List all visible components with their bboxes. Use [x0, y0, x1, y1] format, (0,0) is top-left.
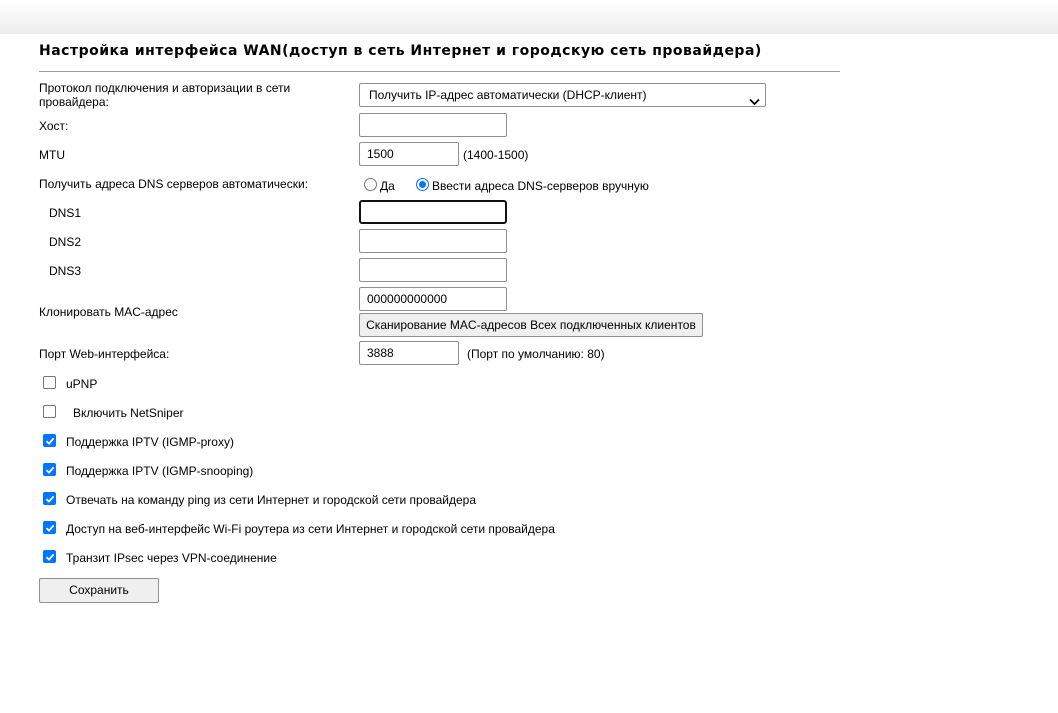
mtu-input[interactable]: 1500: [359, 142, 459, 166]
checkmark-icon: [45, 523, 55, 533]
checkmark-icon: [45, 494, 55, 504]
dns3-input[interactable]: [359, 258, 507, 282]
mac-input[interactable]: 000000000000: [359, 287, 507, 311]
dns-auto-yes-label: Да: [380, 179, 395, 193]
web-access-wan-checkbox[interactable]: [43, 521, 56, 534]
ping-reply-label: Отвечать на команду ping из сети Интернет и городской сети провайдера: [66, 493, 477, 507]
page-title: Настройка интерфейса WAN(доступ в сеть Интернет и городскую сеть провайдера): [39, 43, 762, 59]
dns-manual-radio[interactable]: [416, 178, 429, 191]
browser-top-bar: [0, 0, 1058, 34]
dns2-label: DNS2: [49, 235, 82, 249]
iptv-igmp-snooping-checkbox[interactable]: [43, 463, 56, 476]
protocol-label: Протокол подключения и авторизации в сети провайдера:: [39, 81, 291, 109]
web-port-hint: (Порт по умолчанию: 80): [467, 347, 605, 361]
dns-manual-label: Ввести адреса DNS-серверов вручную: [432, 179, 649, 193]
netsniper-label: Включить NetSniper: [73, 406, 184, 420]
protocol-select[interactable]: [359, 83, 766, 107]
checkmark-icon: [45, 552, 55, 562]
chevron-down-icon: [749, 91, 760, 113]
dns2-input[interactable]: [359, 229, 507, 253]
dns1-label: DNS1: [49, 206, 82, 220]
web-port-input[interactable]: 3888: [359, 341, 459, 365]
ipsec-transit-checkbox[interactable]: [43, 550, 56, 563]
mac-clone-label: Клонировать MAC-адрес: [39, 305, 178, 319]
checkmark-icon: [45, 436, 55, 446]
mtu-label: MTU: [39, 148, 65, 162]
web-port-label: Порт Web-интерфейса:: [39, 347, 170, 361]
iptv-igmp-snooping-label: Поддержка IPTV (IGMP-snooping): [66, 464, 254, 478]
title-divider: [39, 71, 840, 72]
iptv-igmp-proxy-label: Поддержка IPTV (IGMP-proxy): [66, 435, 234, 449]
host-label: Хост:: [39, 119, 69, 133]
scan-mac-button[interactable]: Сканирование MAC-адресов Всех подключенных клиентов: [359, 313, 703, 337]
ping-reply-checkbox[interactable]: [43, 492, 56, 505]
iptv-igmp-proxy-checkbox[interactable]: [43, 434, 56, 447]
save-button[interactable]: Сохранить: [39, 578, 159, 603]
dns1-input[interactable]: [359, 200, 507, 224]
netsniper-checkbox[interactable]: [43, 405, 56, 418]
checkmark-icon: [45, 465, 55, 475]
web-access-wan-label: Доступ на веб-интерфейс Wi-Fi роутера из сети Интернет и городской сети провайдера: [66, 522, 555, 536]
upnp-checkbox[interactable]: [43, 376, 56, 389]
mtu-range-hint: (1400-1500): [463, 148, 529, 162]
dns-auto-yes-radio[interactable]: [364, 178, 377, 191]
dns-auto-label: Получить адреса DNS серверов автоматически:: [39, 177, 308, 191]
ipsec-transit-label: Транзит IPsec через VPN-соединение: [66, 551, 277, 565]
upnp-label: uPNP: [66, 377, 98, 391]
protocol-selected-value: Получить IP-адрес автоматически (DHCP-клиент): [369, 88, 647, 102]
dns3-label: DNS3: [49, 264, 82, 278]
host-input[interactable]: [359, 113, 507, 137]
